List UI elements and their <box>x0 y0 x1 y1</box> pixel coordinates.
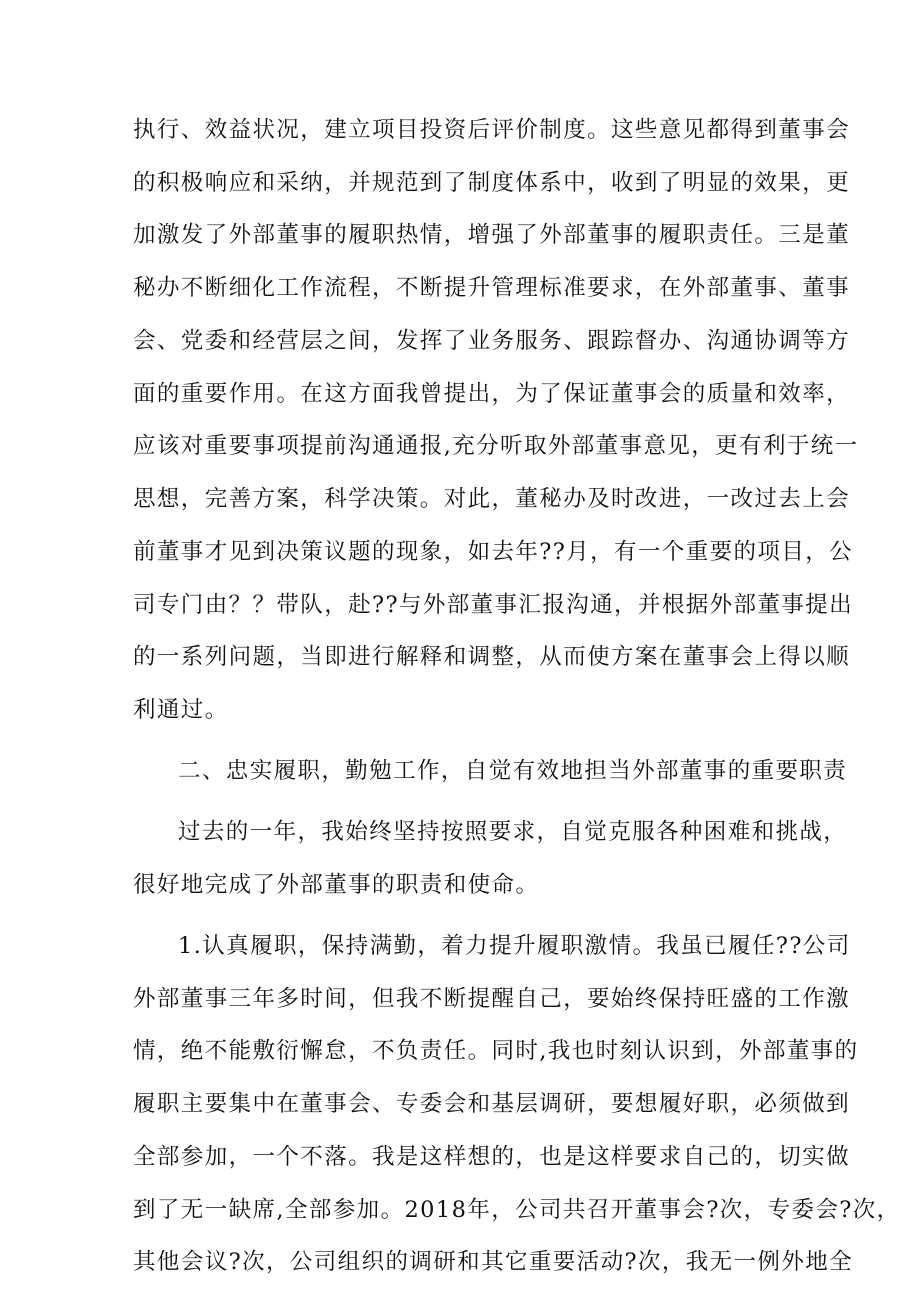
text-line: 秘办不断细化工作流程，不断提升管理标准要求，在外部董事、董事 <box>133 275 851 301</box>
text-line: 到了无一缺席,全部参加。2018年，公司共召开董事会?次，专委会?次， <box>133 1197 901 1223</box>
text-line: 过去的一年，我始终坚持按照要求，自觉克服各种困难和挑战， <box>178 819 848 845</box>
text-line: 会、党委和经营层之间，发挥了业务服务、跟踪督办、沟通协调等方 <box>133 328 851 354</box>
section-heading: 二、忠实履职，勤勉工作，自觉有效地担当外部董事的重要职责 <box>178 758 848 784</box>
text-line: 很好地完成了外部董事的职责和使命。 <box>133 872 540 898</box>
text-line: 外部董事三年多时间，但我不断提醒自己，要始终保持旺盛的工作激 <box>133 986 851 1012</box>
text-line: 思想，完善方案，科学决策。对此，董秘办及时改进，一改过去上会 <box>133 486 851 512</box>
text-line: 履职主要集中在董事会、专委会和基层调研，要想履好职，必须做到 <box>133 1091 851 1117</box>
text-line: 的一系列问题，当即进行解释和调整，从而使方案在董事会上得以顺 <box>133 644 851 670</box>
text-line: 应该对重要事项提前沟通通报,充分听取外部董事意见，更有利于统一 <box>133 433 859 459</box>
text-line: 利通过。 <box>133 697 229 723</box>
text-line: 的积极响应和采纳，并规范到了制度体系中，收到了明显的效果，更 <box>133 170 851 196</box>
text-line: 面的重要作用。在这方面我曾提出，为了保证董事会的质量和效率， <box>133 381 851 407</box>
text-line: 全部参加，一个不落。我是这样想的，也是这样要求自己的，切实做 <box>133 1144 851 1170</box>
text-line: 情，绝不能敷衍懈怠，不负责任。同时,我也时刻认识到，外部董事的 <box>133 1038 859 1064</box>
text-line: 其他会议?次，公司组织的调研和其它重要活动?次，我无一例外地全 <box>133 1249 854 1275</box>
text-line: 加激发了外部董事的履职热情，增强了外部董事的履职责任。三是董 <box>133 222 851 248</box>
text-line: 执行、效益状况，建立项目投资后评价制度。这些意见都得到董事会 <box>133 117 851 143</box>
text-line: 司专门由？？带队，赴??与外部董事汇报沟通，并根据外部董事提出 <box>133 592 854 618</box>
text-line: 前董事才见到决策议题的现象，如去年??月，有一个重要的项目，公 <box>133 539 854 565</box>
text-line: 1.认真履职，保持满勤，着力提升履职激情。我虽已履任??公司 <box>178 933 851 959</box>
